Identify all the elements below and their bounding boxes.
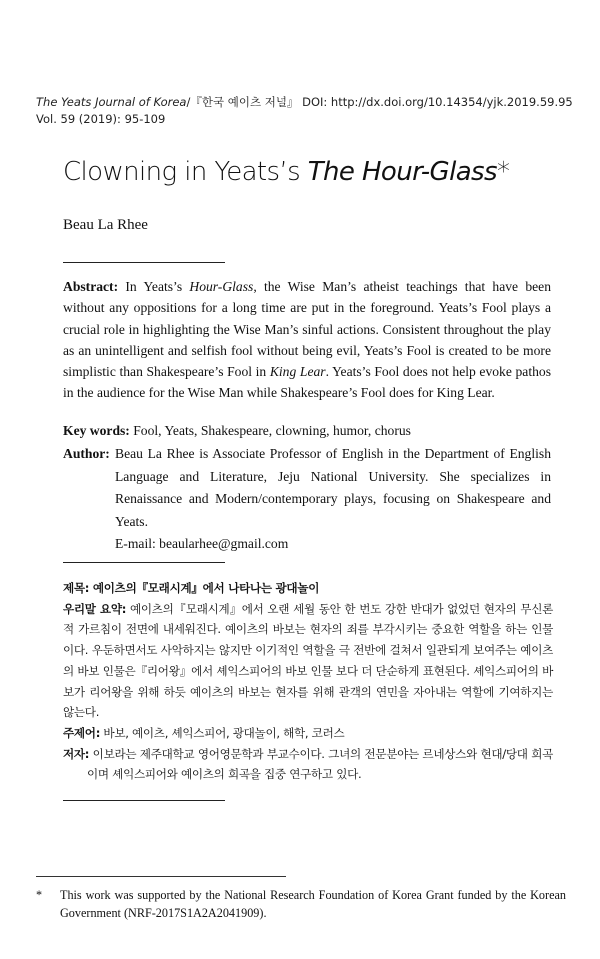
- korean-author-label: 저자:: [63, 746, 90, 761]
- keywords: [63, 420, 551, 441]
- author-email[interactable]: E-mail: beaularhee@gmail.com: [115, 536, 289, 552]
- keywords-label: Key words:: [63, 423, 130, 438]
- korean-title-label: 제목:: [63, 581, 90, 595]
- footnote-marker[interactable]: *: [496, 157, 510, 187]
- korean-author-text: 이보라는 제주대학교 영어영문학과 부교수이다. 그녀의 전문분야는 르네상스와 현대/당대 희곡이며 셰익스피어와 예이츠의 희곡을 집중 연구하고 있다.: [87, 746, 553, 782]
- journal-name: The Yeats Journal of Korea: [36, 95, 187, 109]
- abstract-work-2: King Lear: [269, 364, 326, 380]
- journal-header: [36, 94, 576, 128]
- journal-korean-name: /『한국 예이츠 저널』: [186, 95, 299, 109]
- keywords-text: Fool, Yeats, Shakespeare, clowning, humor, chorus: [129, 423, 411, 438]
- footnote-text: This work was supported by the National Research Foundation of Korea Grant funded by the Korean Government (NRF-2017S1A2A2041909).: [60, 888, 566, 920]
- korean-summary: [63, 599, 553, 723]
- korean-summary-label: 우리말 요약:: [63, 601, 127, 616]
- doi-link[interactable]: DOI: http://dx.doi.org/10.14354/yjk.2019.59.95: [298, 95, 573, 109]
- abstract-text-3: . Yeats’s Fool does not help evoke pathos in the audience for the Wise Man while Shakespeare’s Fool does for King Lear.: [63, 364, 551, 401]
- abstract-work-1: Hour-Glass: [189, 279, 254, 294]
- citation-line: [36, 94, 576, 111]
- korean-title-text: 예이츠의『모래시계』에서 나타나는 광대놀이: [89, 581, 320, 595]
- abstract-label: Abstract:: [63, 279, 119, 294]
- divider-bottom: [63, 800, 225, 801]
- korean-keywords: [63, 723, 553, 744]
- abstract-text-1: In Yeats’s: [118, 279, 190, 294]
- volume-info: Vol. 59 (2019): 95-109: [36, 112, 166, 126]
- divider-middle: [63, 562, 225, 563]
- abstract-text-2: , the Wise Man’s atheist teachings that have been without any oppositions for a long time are put in the foreground. Yeats’s Fool plays a crucial role in highlighting the Wise Man’s sinful actions. Consistent throughout the play as an unintelligent and selfish fool without being evil, Yeats’s Fool is created to be more simplistic than Shakespeare’s Fool in: [63, 279, 552, 380]
- korean-abstract: [63, 578, 553, 785]
- korean-summary-text: 예이츠의『모래시계』에서 오랜 세월 동안 한 번도 강한 반대가 없었던 현자의 무신론적 가르침이 전면에 내세워진다. 예이츠의 바보는 현자의 죄를 부각시키는 중요한 역할을 하는 인물이다. 우둔하면서도 사악하지는 않지만 이기적인 역할을 극 전반에 걸쳐서 일관되게 보여주는 예이츠의 바보 인물은『리어왕』에서 셰익스피어의 바보 인물 보다 더 단순하게 표현된다. 셰익스피어의 바보가 리어왕을 위해 하듯 예이츠의 바보는 현자를 위해 관객의 연민을 자아내는 역할에 기여하지는 않는다.: [63, 601, 554, 720]
- korean-keywords-label: 주제어:: [63, 725, 101, 740]
- title-main: Clowning in Yeats’s: [63, 157, 308, 187]
- korean-author: [63, 744, 553, 785]
- footnote: [36, 886, 566, 922]
- abstract: [63, 276, 551, 404]
- korean-keywords-text: 바보, 예이츠, 셰익스피어, 광대놀이, 해학, 코러스: [100, 725, 345, 740]
- title-italic: The Hour-Glass: [307, 157, 497, 187]
- footnote-mark: *: [36, 888, 43, 902]
- author-info-label: Author:: [63, 446, 110, 461]
- author-bio: Beau La Rhee is Associate Professor of English in the Department of English Language and Literature, Jeju National University. She specializes in Renaissance and Modern/contemporary plays, focusing on Shakespeare and Yeats.: [115, 446, 551, 529]
- author-name: Beau La Rhee: [63, 217, 148, 233]
- paper-title: [63, 157, 563, 187]
- divider-top: [63, 262, 225, 263]
- korean-title: [63, 578, 553, 599]
- author-info: [63, 443, 551, 556]
- footnote-rule: [36, 876, 286, 877]
